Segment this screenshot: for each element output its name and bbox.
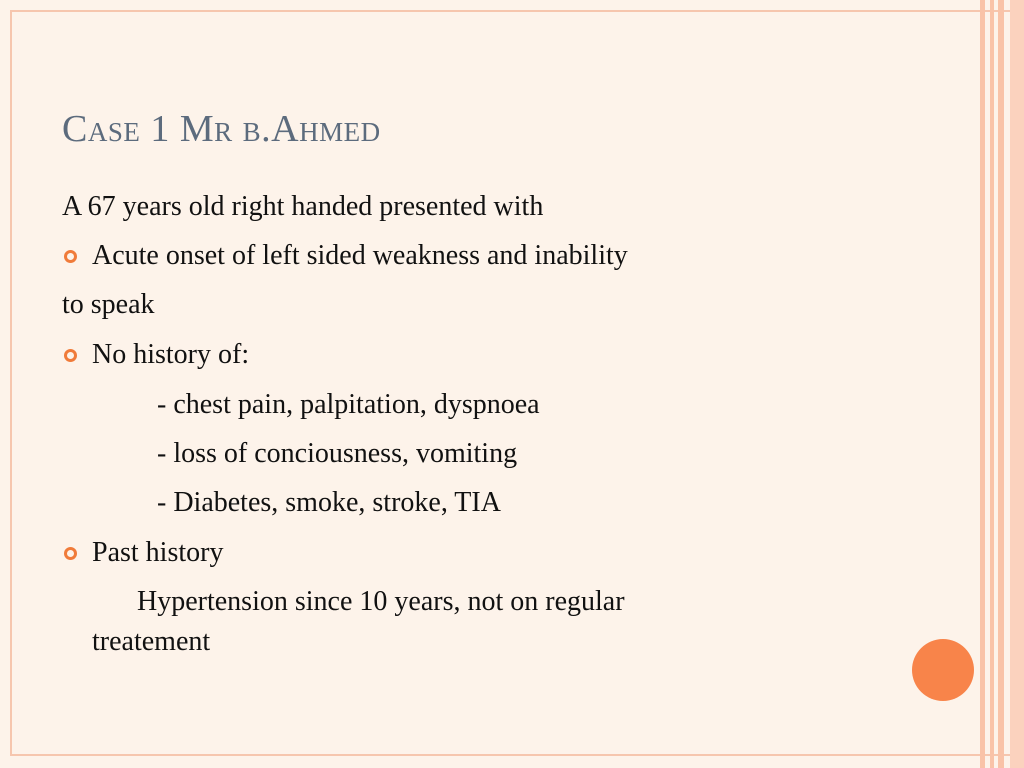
bullet-icon (64, 547, 77, 560)
intro-text: A 67 years old right handed presented with (62, 191, 544, 222)
bullet-icon (64, 349, 77, 362)
bullet-icon (64, 250, 77, 263)
edge-stripe (990, 0, 994, 768)
past-history-detail-cont: treatement (92, 626, 211, 657)
sub-item-consciousness: - loss of conciousness, vomiting (157, 438, 518, 469)
sub-item-chest: - chest pain, palpitation, dyspnoea (157, 389, 540, 420)
bullet-text-onset-cont: to speak (62, 289, 155, 320)
edge-stripe (980, 0, 985, 768)
slide-title: Case 1 Mr b.Ahmed (62, 108, 381, 150)
sub-item-diabetes: - Diabetes, smoke, stroke, TIA (157, 487, 501, 518)
decorative-circle (912, 639, 974, 701)
past-history-detail: Hypertension since 10 years, not on regular (137, 586, 625, 617)
bullet-text-no-history: No history of: (92, 339, 250, 370)
bullet-text-past-history: Past history (92, 537, 224, 568)
bullet-text-onset: Acute onset of left sided weakness and inability (92, 240, 628, 271)
edge-stripe (1010, 0, 1024, 768)
edge-stripe (998, 0, 1004, 768)
